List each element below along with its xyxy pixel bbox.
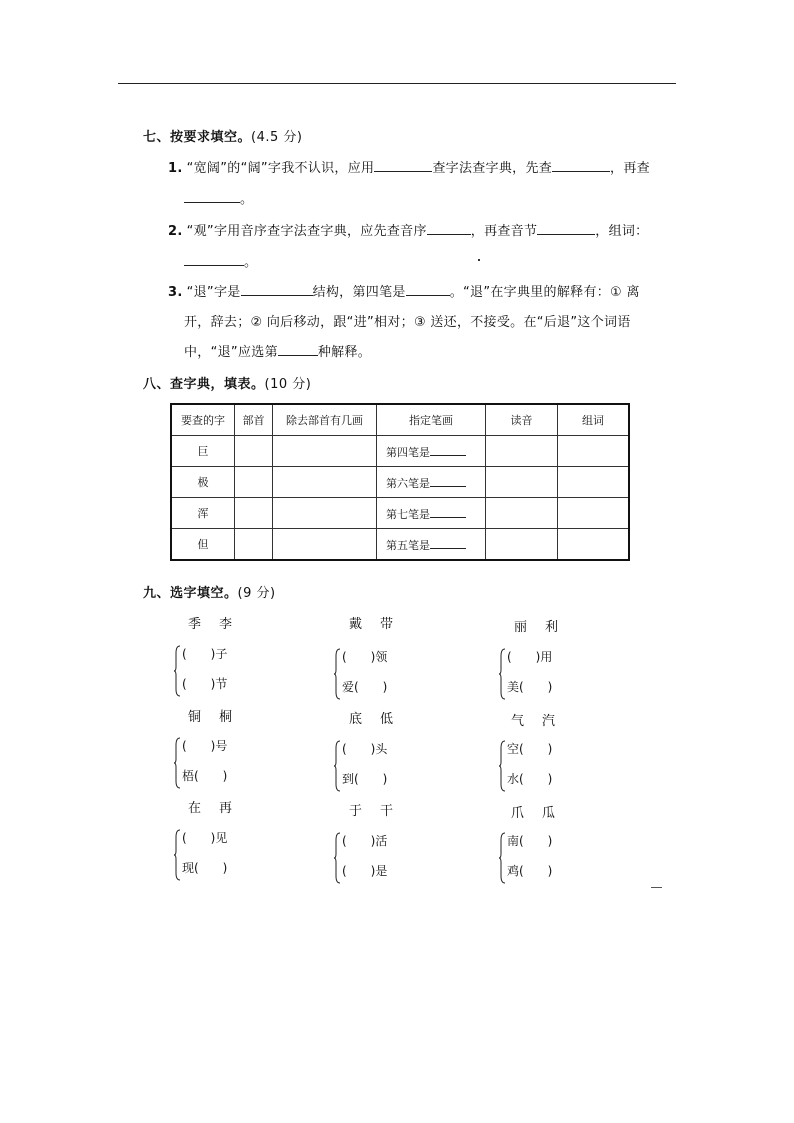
question-text: 。 xyxy=(244,255,258,270)
choice-option[interactable]: 现( ) xyxy=(182,861,228,875)
table-cell-char: 浑 xyxy=(171,498,235,529)
question-text: 种解释。 xyxy=(317,345,372,360)
char-pair: 爪瓜 xyxy=(511,806,574,821)
table-cell-word[interactable] xyxy=(558,498,630,529)
section-9-title xyxy=(143,582,276,601)
answer-blank[interactable] xyxy=(241,283,313,296)
table-cell-pinyin[interactable] xyxy=(486,498,558,529)
section-8-heading: 八、查字典，填表。 xyxy=(143,377,265,392)
choice-option[interactable]: 到( ) xyxy=(342,772,388,786)
choice-option[interactable]: 美( ) xyxy=(507,680,553,694)
table-header: 要查的字 xyxy=(171,404,235,436)
section-9-heading: 九、选字填空。 xyxy=(143,586,238,601)
table-cell-stroke-order xyxy=(377,529,486,561)
question-7-3-cont2 xyxy=(184,341,371,360)
choice-option[interactable]: ( )领 xyxy=(342,650,388,664)
brace-icon xyxy=(499,648,505,700)
question-7-2-cont xyxy=(184,251,257,270)
choice-option[interactable]: ( )用 xyxy=(507,650,553,664)
table-cell-stroke-order xyxy=(377,498,486,529)
char-pair: 底低 xyxy=(349,712,412,727)
table-header: 读音 xyxy=(486,404,558,436)
question-text: “观”字用音序查字法查字典，应先查音序 xyxy=(186,224,427,239)
brace-icon xyxy=(499,832,505,884)
choice-option[interactable]: 水( ) xyxy=(507,772,553,786)
choice-group xyxy=(499,648,589,704)
table-cell-char: 极 xyxy=(171,467,235,498)
choice-group xyxy=(334,648,424,704)
choice-option[interactable]: 南( ) xyxy=(507,834,553,848)
brace-icon xyxy=(174,645,180,697)
section-7-heading: 七、按要求填空。 xyxy=(143,130,252,145)
question-text: 中，“退”应选第 xyxy=(184,345,278,360)
brace-icon xyxy=(334,648,340,700)
page-mark xyxy=(651,887,662,888)
table-cell-word[interactable] xyxy=(558,467,630,498)
question-number: 1. xyxy=(168,161,183,176)
answer-blank[interactable] xyxy=(374,159,432,172)
header-rule xyxy=(118,83,676,84)
answer-blank[interactable] xyxy=(278,343,318,356)
question-text: 结构，第四笔是 xyxy=(312,285,406,300)
question-text: 。“退”在字典里的解释有：① 离 xyxy=(449,285,640,300)
table-cell-strokes[interactable] xyxy=(273,529,377,561)
table-header-row xyxy=(171,404,629,436)
table-cell-radical[interactable] xyxy=(235,467,273,498)
char-pair: 气汽 xyxy=(511,714,574,729)
char-pair: 在再 xyxy=(188,801,251,816)
section-7-points: (4.5 分) xyxy=(251,130,303,145)
stroke-prompt: 第五笔是 xyxy=(386,538,430,552)
table-cell-pinyin[interactable] xyxy=(486,529,558,561)
char-pair: 戴带 xyxy=(349,617,412,632)
question-text: 。 xyxy=(240,192,254,207)
choice-option[interactable]: ( )活 xyxy=(342,834,388,848)
table-cell-stroke-order xyxy=(377,436,486,467)
question-7-3 xyxy=(168,281,640,300)
question-number: 3. xyxy=(168,285,183,300)
choice-option[interactable]: 鸡( ) xyxy=(507,864,553,878)
stroke-prompt: 第四笔是 xyxy=(386,445,430,459)
choice-option[interactable]: 梧( ) xyxy=(182,769,228,783)
print-speck xyxy=(478,259,480,261)
stroke-prompt: 第六笔是 xyxy=(386,476,430,490)
answer-blank[interactable] xyxy=(430,536,466,549)
choice-option[interactable]: ( )节 xyxy=(182,677,228,691)
section-7-title xyxy=(143,126,302,145)
section-9-points: (9 分) xyxy=(237,586,276,601)
question-text: ，组词： xyxy=(595,224,649,239)
table-row xyxy=(171,436,629,467)
table-cell-radical[interactable] xyxy=(235,498,273,529)
question-7-3-cont xyxy=(184,311,631,330)
question-text: 查字法查字典，先查 xyxy=(432,161,553,176)
section-8-points: (10 分) xyxy=(264,377,312,392)
table-cell-radical[interactable] xyxy=(235,436,273,467)
table-cell-strokes[interactable] xyxy=(273,467,377,498)
answer-blank[interactable] xyxy=(537,222,595,235)
table-header: 除去部首有几画 xyxy=(273,404,377,436)
table-cell-char: 巨 xyxy=(171,436,235,467)
table-cell-char: 但 xyxy=(171,529,235,561)
stroke-prompt: 第七笔是 xyxy=(386,507,430,521)
table-cell-word[interactable] xyxy=(558,529,630,561)
char-pair: 于干 xyxy=(349,804,412,819)
choice-option[interactable]: 空( ) xyxy=(507,742,553,756)
table-header: 指定笔画 xyxy=(377,404,486,436)
answer-blank[interactable] xyxy=(430,474,466,487)
section-8-title xyxy=(143,373,311,392)
brace-icon xyxy=(174,829,180,881)
table-cell-pinyin[interactable] xyxy=(486,467,558,498)
choice-group xyxy=(334,832,424,888)
answer-blank[interactable] xyxy=(406,283,450,296)
brace-icon xyxy=(334,740,340,792)
choice-option[interactable]: ( )子 xyxy=(182,647,228,661)
answer-blank[interactable] xyxy=(552,159,610,172)
table-row xyxy=(171,529,629,561)
question-7-1 xyxy=(168,157,650,176)
question-text: 开，辞去；② 向后移动，跟“进”相对；③ 送还，不接受。在“后退”这个词语 xyxy=(184,315,631,330)
table-cell-strokes[interactable] xyxy=(273,498,377,529)
choice-group xyxy=(174,829,264,885)
question-text: “宽阔”的“阔”字我不认识，应用 xyxy=(186,161,375,176)
brace-icon xyxy=(174,737,180,789)
choice-option[interactable]: ( )号 xyxy=(182,739,228,753)
choice-group xyxy=(334,740,424,796)
table-header: 组词 xyxy=(558,404,630,436)
answer-blank[interactable] xyxy=(427,222,471,235)
question-number: 2. xyxy=(168,224,183,239)
table-cell-stroke-order xyxy=(377,467,486,498)
char-pair: 季李 xyxy=(188,617,251,632)
choice-option[interactable]: ( )是 xyxy=(342,864,388,878)
char-pair: 丽利 xyxy=(514,620,577,635)
answer-blank[interactable] xyxy=(430,443,466,456)
char-pair: 铜桐 xyxy=(188,710,251,725)
choice-group xyxy=(499,740,589,796)
brace-icon xyxy=(334,832,340,884)
question-text: ，再查音节 xyxy=(470,224,538,239)
table-cell-word[interactable] xyxy=(558,436,630,467)
table-cell-radical[interactable] xyxy=(235,529,273,561)
choice-option[interactable]: ( )见 xyxy=(182,831,228,845)
table-header: 部首 xyxy=(235,404,273,436)
choice-group xyxy=(174,737,264,793)
question-text: “退”字是 xyxy=(186,285,241,300)
question-7-2 xyxy=(168,220,648,239)
dictionary-table xyxy=(170,403,630,561)
answer-blank[interactable] xyxy=(184,253,244,266)
brace-icon xyxy=(499,740,505,792)
choice-group xyxy=(499,832,589,888)
choice-option[interactable]: ( )头 xyxy=(342,742,388,756)
question-7-1-cont xyxy=(184,188,253,207)
question-text: ，再查 xyxy=(610,161,650,176)
table-row xyxy=(171,498,629,529)
table-cell-strokes[interactable] xyxy=(273,436,377,467)
choice-group xyxy=(174,645,264,701)
choice-option[interactable]: 爱( ) xyxy=(342,680,388,694)
answer-blank[interactable] xyxy=(430,505,466,518)
table-cell-pinyin[interactable] xyxy=(486,436,558,467)
table-row xyxy=(171,467,629,498)
answer-blank[interactable] xyxy=(184,190,240,203)
